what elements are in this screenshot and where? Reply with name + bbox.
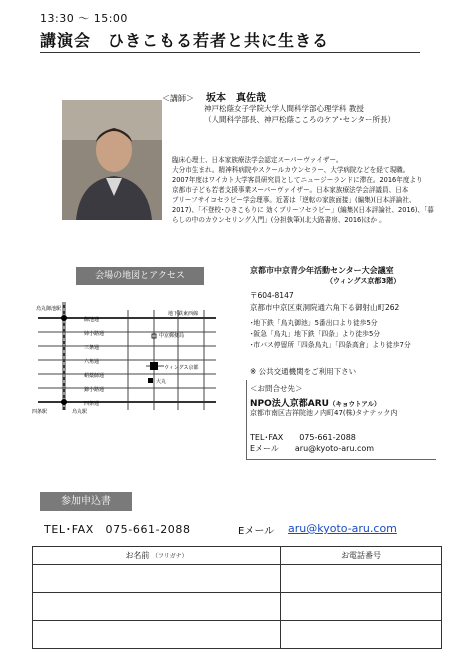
inquiry-address: 京都市南区吉祥院池ノ内町47(株)タナテック内	[250, 409, 398, 417]
application-form	[32, 546, 442, 649]
street-label: 御池通	[84, 317, 100, 323]
bio-line: 2017)、「不登校･ひきこもりに 効くブリーフセラピー」(編集)(日本評論社、2016)、「暮	[172, 206, 434, 214]
mail-value: aru@kyoto-aru.com	[294, 444, 375, 453]
name-entry-cell[interactable]	[33, 621, 281, 649]
landmark-label: 大丸	[156, 379, 167, 385]
col-name-label: お名前	[125, 551, 150, 560]
bio-line: 京都市子ども若者支援事業スーパーヴァイザー。日本家族療法学会評議員、日本	[172, 186, 409, 194]
street-label: 三条通	[84, 345, 100, 351]
tel-label: TEL･FAX	[250, 433, 284, 442]
apply-tel: TEL･FAX 075-661-2088	[44, 523, 191, 536]
venue-postal: 〒604-8147	[250, 291, 294, 300]
bio-line: 大分市生まれ。精神科病院やスクールカウンセラー、大学病院などを経て現職。	[172, 166, 410, 174]
name-column-header	[33, 547, 281, 565]
street-label: 姉小路通	[84, 331, 105, 337]
access-item: ･地下鉄「烏丸御池」5番出口より徒歩5分	[250, 319, 378, 327]
speaker-photo	[62, 100, 162, 220]
inquiry-tel	[250, 432, 356, 443]
speaker-affiliation	[204, 103, 395, 125]
street-label: 六角通	[84, 359, 100, 365]
name-entry-cell[interactable]	[33, 565, 281, 593]
station-marker	[61, 399, 67, 405]
station-label-oike: 烏丸御池駅	[36, 306, 62, 312]
access-item: ･阪急「烏丸」地下鉄「四条」より徒歩5分	[250, 330, 381, 338]
speaker-role: ＜講師＞	[162, 94, 194, 103]
venue-name: 京都市中京青少年活動センター大会議室	[250, 266, 394, 275]
venue-street: 京都市中京区東洞院通六角下る御射山町262	[250, 303, 400, 312]
phone-column-header: お電話番号	[281, 547, 442, 565]
inquiry-mail	[250, 443, 374, 454]
street-label: 四条通	[84, 401, 100, 407]
station-label-shijo: 四条駅	[32, 409, 48, 415]
venue-sub: （ウィングス京都3階）	[326, 277, 401, 285]
col-name-kana: （フリガナ）	[151, 553, 188, 560]
mail-label: Eメール	[250, 444, 279, 453]
station-marker	[61, 315, 67, 321]
apply-section-label: 参加申込書	[40, 492, 132, 511]
apply-email-label: Eメール	[238, 526, 275, 537]
title-divider	[40, 52, 420, 53]
org-kana: （キョウトアル）	[328, 400, 381, 408]
venue-address	[250, 290, 399, 314]
map-section-label: 会場の地図とアクセス	[76, 267, 204, 285]
inquiry-label: ＜お問合せ先＞	[250, 384, 303, 393]
speaker-name: 坂本 真佐哉	[206, 93, 266, 104]
event-title: 講演会 ひきこもる若者と共に生きる	[40, 31, 330, 50]
phone-entry-cell[interactable]	[281, 621, 442, 649]
affiliation-line: （人間科学部長、神戸松蔭こころのケア･センター所長）	[204, 115, 395, 124]
access-list	[250, 318, 411, 351]
bio-line: ブリーフサイコセラピー学会理事。近著は「逆転の家族面接」(編集)(日本評論社、	[172, 196, 416, 204]
phone-entry-cell[interactable]	[281, 565, 442, 593]
landmark-label: ウィングス京都	[164, 365, 199, 371]
event-time: 13:30 〜 15:00	[40, 12, 128, 25]
phone-entry-cell[interactable]	[281, 593, 442, 621]
bio-line: らしの中のカウンセリング入門」(分担執筆)(北大路書房、2016)ほか 。	[172, 216, 386, 224]
bio-line: 2007年度はワイカト大学客員研究員としてニュージーランドに滞在。2016年度より	[172, 176, 423, 184]
apply-email-link[interactable]: aru@kyoto-aru.com	[288, 522, 397, 535]
street-label: 地下鉄東西線	[168, 311, 199, 317]
transit-note: ※ 公共交通機関をご利用下さい	[250, 367, 357, 376]
daimaru-marker	[148, 378, 153, 383]
speaker-bio	[172, 155, 447, 225]
street-label: 錦小路通	[84, 387, 105, 393]
street-label: 蛸薬師通	[84, 373, 105, 379]
access-item: ･市バス停留所「四条烏丸」「四条高倉」より徒歩7分	[250, 341, 411, 349]
org-name: NPO法人京都ARU	[250, 399, 329, 409]
landmark-label: 中京郵便局	[159, 333, 185, 339]
tel-value: 075-661-2088	[299, 433, 356, 442]
station-label-karasuma: 烏丸駅	[72, 409, 88, 415]
affiliation-line: 神戸松蔭女子学院大学人間科学部心理学科 教授	[204, 104, 364, 113]
access-map	[28, 298, 218, 416]
bio-line: 臨床心理士、日本家族療法学会認定スーパーヴァイザー。	[172, 156, 343, 164]
name-entry-cell[interactable]	[33, 593, 281, 621]
